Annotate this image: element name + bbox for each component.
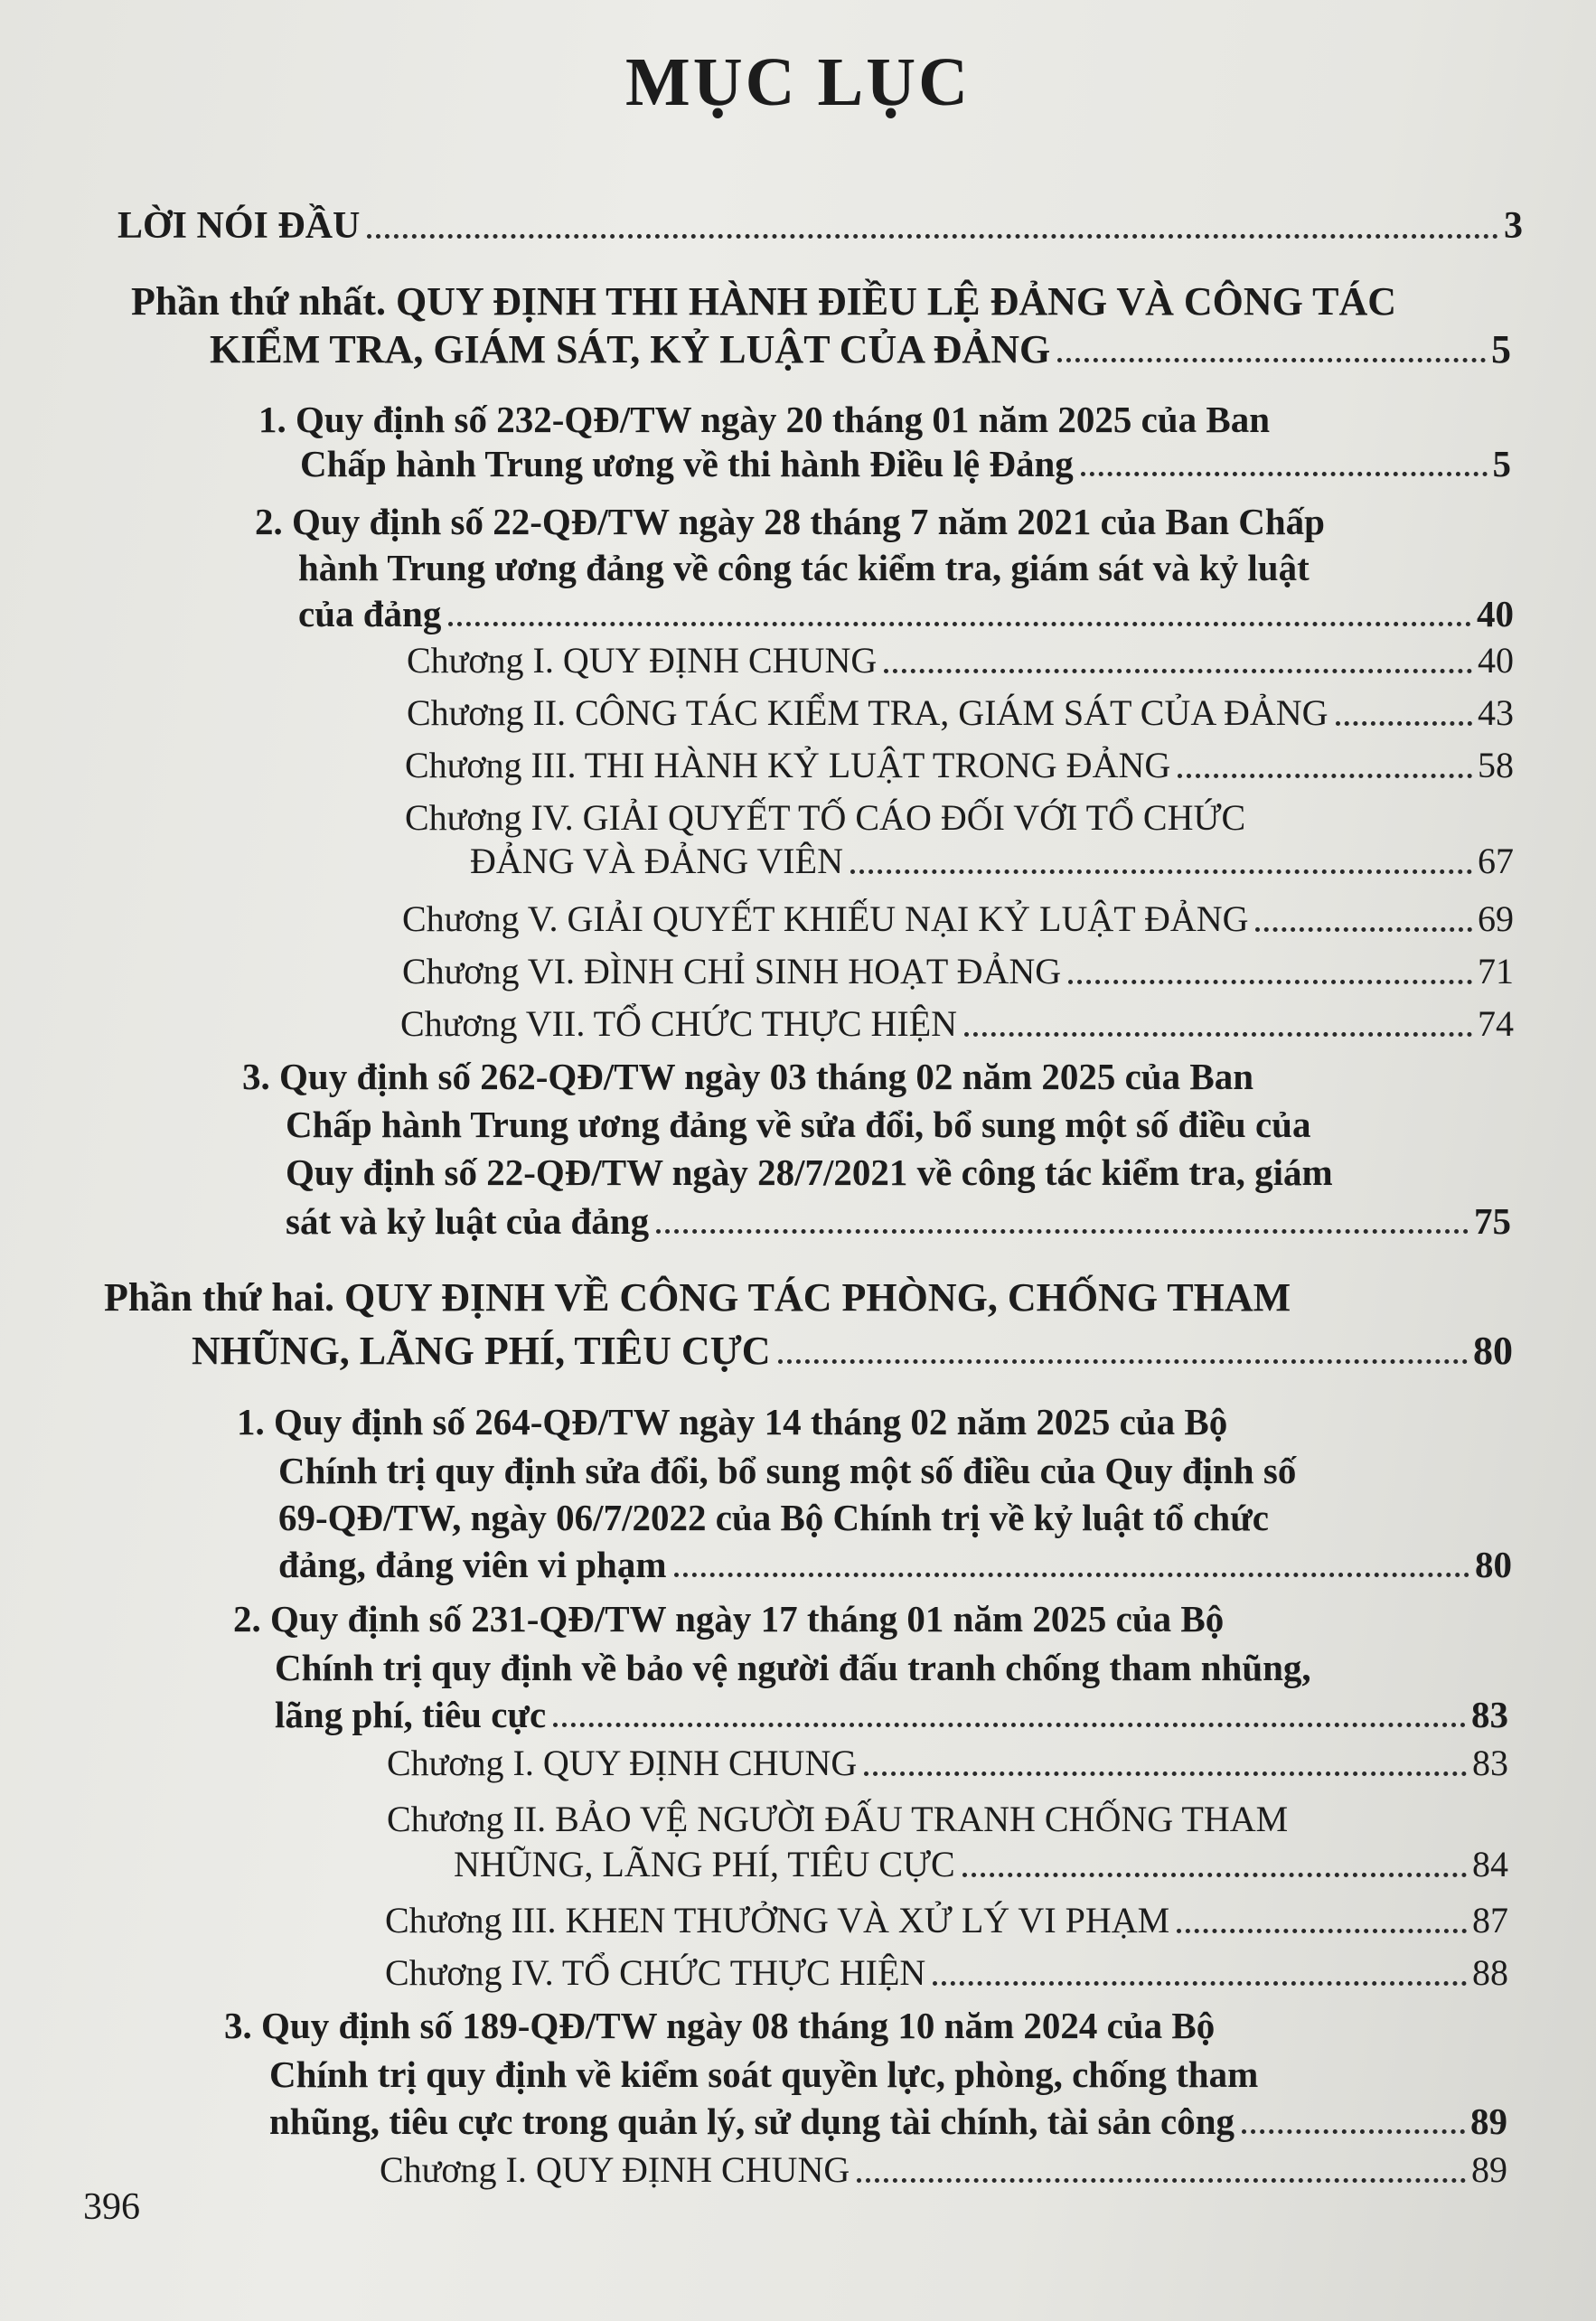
toc-label: sát và kỷ luật của đảng [286, 1200, 650, 1242]
dot-leader [884, 669, 1472, 673]
toc-item-entry [298, 589, 1514, 638]
toc-label: ĐẢNG VÀ ĐẢNG VIÊN [470, 841, 843, 881]
toc-item-line: Chính trị quy định về kiểm soát quyền lực, phòng, chống tham [269, 2053, 1259, 2095]
toc-label: Chương I. QUY ĐỊNH CHUNG [387, 1743, 858, 1783]
toc-chapter [387, 1739, 1508, 1788]
toc-chapter [454, 1840, 1508, 1889]
dot-leader [778, 1359, 1469, 1364]
toc-page: 67 [1478, 841, 1514, 881]
toc-item-line: 1. Quy định số 232-QĐ/TW ngày 20 tháng 01 năm 2025 của Ban [258, 399, 1271, 440]
toc-label: Chương I. QUY ĐỊNH CHUNG [407, 640, 878, 681]
toc-chapter [407, 689, 1514, 738]
dot-leader [674, 1573, 1470, 1577]
page-title: MỤC LỤC [625, 44, 971, 120]
dot-leader [933, 1981, 1467, 1986]
toc-item-line: Chính trị quy định sửa đổi, bổ sung một số điều của Quy định số [278, 1450, 1297, 1491]
toc-entry-preface [117, 202, 1523, 250]
toc-item-line: Chấp hành Trung ương đảng về sửa đổi, bổ sung một số điều của [286, 1104, 1311, 1145]
page-number: 396 [83, 2186, 140, 2228]
toc-item-entry [278, 1540, 1512, 1589]
toc-page: 80 [1473, 1329, 1513, 1373]
dot-leader [656, 1229, 1469, 1234]
toc-page: 3 [1504, 205, 1523, 247]
toc-chapter [470, 837, 1514, 886]
dot-leader [1255, 927, 1472, 932]
toc-page: 87 [1472, 1900, 1508, 1940]
toc-page: 84 [1472, 1844, 1508, 1884]
toc-page: 74 [1478, 1003, 1514, 1044]
toc-item-line: 3. Quy định số 262-QĐ/TW ngày 03 tháng 02 năm 2025 của Ban [242, 1056, 1254, 1097]
toc-page: 88 [1472, 1952, 1508, 1993]
toc-page: 40 [1478, 640, 1514, 681]
toc-item-entry [286, 1197, 1511, 1245]
toc-item-entry [300, 439, 1511, 488]
toc-page: 83 [1472, 1743, 1508, 1783]
toc-item-line: Quy định số 22-QĐ/TW ngày 28/7/2021 về công tác kiểm tra, giám [286, 1151, 1333, 1193]
dot-leader [553, 1723, 1466, 1727]
toc-page: 40 [1477, 593, 1514, 634]
toc-item-line: 2. Quy định số 231-QĐ/TW ngày 17 tháng 01 năm 2025 của Bộ [233, 1598, 1225, 1640]
toc-label: của đảng [298, 593, 442, 634]
toc-chapter [380, 2146, 1507, 2194]
toc-label: Chấp hành Trung ương về thi hành Điều lệ Đảng [300, 443, 1074, 484]
toc-label: Chương II. CÔNG TÁC KIỂM TRA, GIÁM SÁT CỦA ĐẢNG [407, 692, 1328, 733]
part-one-heading: Phần thứ nhất. QUY ĐỊNH THI HÀNH ĐIỀU LỆ ĐẢNG VÀ CÔNG TÁC [131, 279, 1397, 324]
toc-page: 89 [1470, 2100, 1507, 2142]
dot-leader [448, 622, 1471, 626]
toc-chapter [402, 947, 1514, 996]
part-one-heading-end [210, 325, 1511, 374]
toc-chapter [385, 1896, 1508, 1945]
toc-label: Chương III. THI HÀNH KỶ LUẬT TRONG ĐẢNG [405, 745, 1171, 785]
toc-label: nhũng, tiêu cực trong quản lý, sử dụng tài chính, tài sản công [269, 2100, 1235, 2142]
toc-item-line: Chính trị quy định về bảo vệ người đấu tranh chống tham nhũng, [275, 1647, 1311, 1688]
toc-label: NHŨNG, LÃNG PHÍ, TIÊU CỰC [192, 1329, 771, 1373]
toc-page: 71 [1478, 951, 1514, 991]
toc-page: 58 [1478, 745, 1514, 785]
toc-item-line: hành Trung ương đảng về công tác kiểm tra, giám sát và kỷ luật [298, 547, 1310, 588]
toc-page: 5 [1491, 327, 1511, 371]
toc-label: KIỂM TRA, GIÁM SÁT, KỶ LUẬT CỦA ĐẢNG [210, 327, 1051, 371]
toc-item-line: 2. Quy định số 22-QĐ/TW ngày 28 tháng 7 năm 2021 của Ban Chấp [255, 501, 1325, 542]
dot-leader [864, 1771, 1467, 1776]
dot-leader [1057, 358, 1486, 362]
toc-label: NHŨNG, LÃNG PHÍ, TIÊU CỰC [454, 1844, 955, 1884]
toc-label: đảng, đảng viên vi phạm [278, 1544, 667, 1585]
toc-page: 75 [1474, 1200, 1511, 1242]
toc-label: Chương VI. ĐÌNH CHỈ SINH HOẠT ĐẢNG [402, 951, 1062, 991]
toc-page: 5 [1492, 443, 1511, 484]
toc-label: Chương I. QUY ĐỊNH CHUNG [380, 2149, 850, 2190]
toc-page: 69 [1478, 898, 1514, 939]
dot-leader [1178, 774, 1472, 778]
toc-chapter [405, 741, 1514, 790]
toc-item-entry [269, 2097, 1507, 2146]
toc-chapter [402, 895, 1514, 944]
dot-leader [1081, 472, 1488, 476]
dot-leader [962, 1873, 1467, 1877]
toc-page: 43 [1478, 692, 1514, 733]
part-two-heading: Phần thứ hai. QUY ĐỊNH VỀ CÔNG TÁC PHÒNG, CHỐNG THAM [104, 1275, 1291, 1320]
toc-item-line: 3. Quy định số 189-QĐ/TW ngày 08 tháng 10 năm 2024 của Bộ [224, 2005, 1216, 2046]
dot-leader [1336, 721, 1472, 726]
toc-chapter [400, 1000, 1514, 1048]
dot-leader [964, 1032, 1472, 1037]
toc-label: Chương IV. TỔ CHỨC THỰC HIỆN [385, 1952, 926, 1993]
toc-label: Chương V. GIẢI QUYẾT KHIẾU NẠI KỶ LUẬT ĐẢNG [402, 898, 1249, 939]
toc-chapter-line: Chương IV. GIẢI QUYẾT TỐ CÁO ĐỐI VỚI TỔ CHỨC [405, 797, 1246, 838]
dot-leader [1068, 980, 1472, 984]
toc-item-line: 69-QĐ/TW, ngày 06/7/2022 của Bộ Chính trị về kỷ luật tổ chức [278, 1497, 1270, 1538]
dot-leader [857, 2178, 1466, 2183]
toc-label: Chương VII. TỔ CHỨC THỰC HIỆN [400, 1003, 958, 1044]
toc-item-line: 1. Quy định số 264-QĐ/TW ngày 14 tháng 02 năm 2025 của Bộ [237, 1401, 1228, 1442]
part-two-heading-end [192, 1327, 1513, 1376]
toc-label: lãng phí, tiêu cực [275, 1694, 547, 1735]
toc-chapter [385, 1949, 1508, 1997]
toc-item-entry [275, 1690, 1508, 1739]
toc-label: LỜI NÓI ĐẦU [117, 205, 361, 247]
dot-leader [1177, 1929, 1467, 1933]
dot-leader [367, 234, 1498, 239]
toc-chapter [407, 636, 1514, 685]
toc-chapter-line: Chương II. BẢO VỆ NGƯỜI ĐẤU TRANH CHỐNG THAM [387, 1799, 1289, 1839]
dot-leader [1242, 2129, 1465, 2134]
toc-page: 83 [1471, 1694, 1508, 1735]
toc-label: Chương III. KHEN THƯỞNG VÀ XỬ LÝ VI PHẠM [385, 1900, 1170, 1940]
toc-page: 80 [1475, 1544, 1512, 1585]
toc-page: 89 [1471, 2149, 1507, 2190]
dot-leader [850, 869, 1472, 874]
